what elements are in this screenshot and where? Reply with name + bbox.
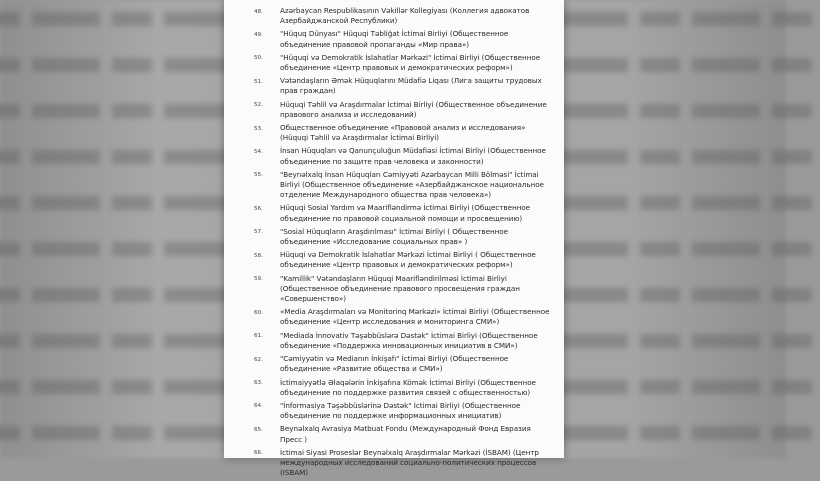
item-text: İctimaiyyətlə Əlaqələrin İnkişafına Kömək İctimai Birliyi (Общественное объединение по поддержке развития связей с общественностью) (280, 377, 536, 397)
list-item (254, 354, 554, 374)
list-item (254, 424, 554, 444)
item-number: 66. (254, 450, 263, 457)
item-number: 48. (254, 8, 263, 15)
item-number: 57. (254, 229, 263, 236)
organization-list (254, 6, 554, 481)
list-item (254, 146, 554, 166)
item-number: 63. (254, 380, 263, 386)
item-number: 50. (254, 55, 263, 62)
list-item (254, 100, 554, 120)
item-text: "Sosial Hüquqların Araşdırılması" İctimai Birliyi ( Общественное объединение «Исследование социальных прав» ) (280, 226, 508, 247)
item-number: 60. (254, 309, 263, 316)
list-item (254, 250, 554, 270)
item-number: 56. (254, 205, 263, 212)
item-text: Hüquqi və Demokratik İslahatlar Mərkəzi İctimai Birliyi ( Общественное объединение «Центр правовых и демократических реформ») (280, 250, 536, 270)
list-item (254, 378, 554, 398)
list-item (254, 53, 554, 73)
item-text: İctimai Siyasi Proseslər Beynəlxalq Araşdırmalar Mərkəzi (İSBAM) (Центр международных исследований социально-политических процессов (ISBAM) (280, 447, 539, 478)
list-item (254, 203, 554, 223)
item-text: Общественное объединение «Правовой анализ и исследования» (Hüquqi Təhlil və Araşdırmalar İctimai Birliyi) (280, 123, 526, 143)
item-number: 64. (254, 403, 263, 410)
item-text: İnsan Hüquqları və Qanunçuluğun Müdafiəsi İctimai Birliyi (Общественное объединение по защите прав человека и законности) (280, 146, 546, 166)
item-text: Hüquqi Təhlil və Araşdırmalar İctimai Birliyi (Общественное объединение правового анализа и исследований) (280, 99, 547, 119)
item-number: 55. (254, 172, 263, 179)
list-item (254, 76, 554, 96)
item-text: "Cəmiyyətin və Medianın İnkişafı" İctimai Birliyi (Общественное объединение «Развитие общества и СМИ») (280, 354, 509, 374)
item-number: 61. (254, 333, 263, 340)
list-item (254, 307, 554, 327)
item-number: 54. (254, 148, 263, 155)
list-item (254, 170, 554, 201)
item-number: 59. (254, 276, 263, 283)
document-page (224, 0, 564, 478)
item-number: 58. (254, 252, 263, 259)
list-item (254, 448, 554, 479)
item-text: «Media Araşdırmaları və Monitorinq Mərkəzi» İctimai Birliyi (Общественное объединение «Центр исследования и мониторинга СМИ») (280, 307, 550, 327)
item-number: 52. (254, 102, 263, 109)
item-text: "Beynəlxalq İnsan Hüquqları Cəmiyyəti Azərbaycan Milli Bölməsi" İctimai Birliyi (Общественное объединение «Азербайджанское национальное отделение Международного общества прав человека») (280, 169, 544, 200)
item-number: 65. (254, 426, 263, 433)
list-item (254, 227, 554, 247)
list-item (254, 123, 554, 143)
item-number: 62. (254, 356, 263, 363)
item-text: "Hüquqi və Demokratik İslahatlar Mərkəzi" İctimai Birliyi (Общественное объединение «Центр правовых и демократических реформ») (280, 52, 541, 73)
item-number: 49. (254, 31, 263, 38)
item-text: "Mediada İnnovativ Təşəbbüslərə Dəstək" İctimai Birliyi (Общественное объединение «Поддержка инновационных инициатив в СМИ») (280, 330, 538, 350)
item-number: 51. (254, 78, 263, 85)
item-text: Azərbaycan Respublikasının Vəkillər Kollegiyası (Коллегия адвокатов Азербайджанской Республики) (280, 6, 530, 26)
list-item (254, 331, 554, 351)
list-item (254, 401, 554, 421)
item-text: "İnformasiya Təşəbbüslərinə Dəstək" İctimai Birliyi (Общественное объединение по поддержке информационных инициатив) (280, 400, 521, 421)
item-number: 53. (254, 125, 263, 132)
item-text: Vətəndaşların Əmək Hüquqlarını Müdafiə Liqası (Лига защиты трудовых прав граждан) (280, 76, 542, 96)
item-text: Beynəlxalq Avrasiya Mətbuat Fondu (Международный Фонд Евразия Пресс ) (280, 424, 531, 444)
list-item (254, 274, 554, 305)
item-text: "Hüquq Dünyası" Hüquqi Təbliğat İctimai Birliyi (Общественное объединение правовой пропаганды «Мир права») (280, 29, 509, 49)
item-text: "Kamillik" Vətəndaşların Hüquqi Maarifləndirilməsi İctimai Birliyi (Общественное объединение правового просвещения граждан «Совершенство») (280, 273, 520, 304)
list-item (254, 29, 554, 49)
item-text: Hüquqi Sosial Yardım və Maarifləndirmə İctimai Birliyi (Общественное объединение по правовой социальной помощи и просвещению) (280, 203, 530, 223)
list-item (254, 6, 554, 26)
